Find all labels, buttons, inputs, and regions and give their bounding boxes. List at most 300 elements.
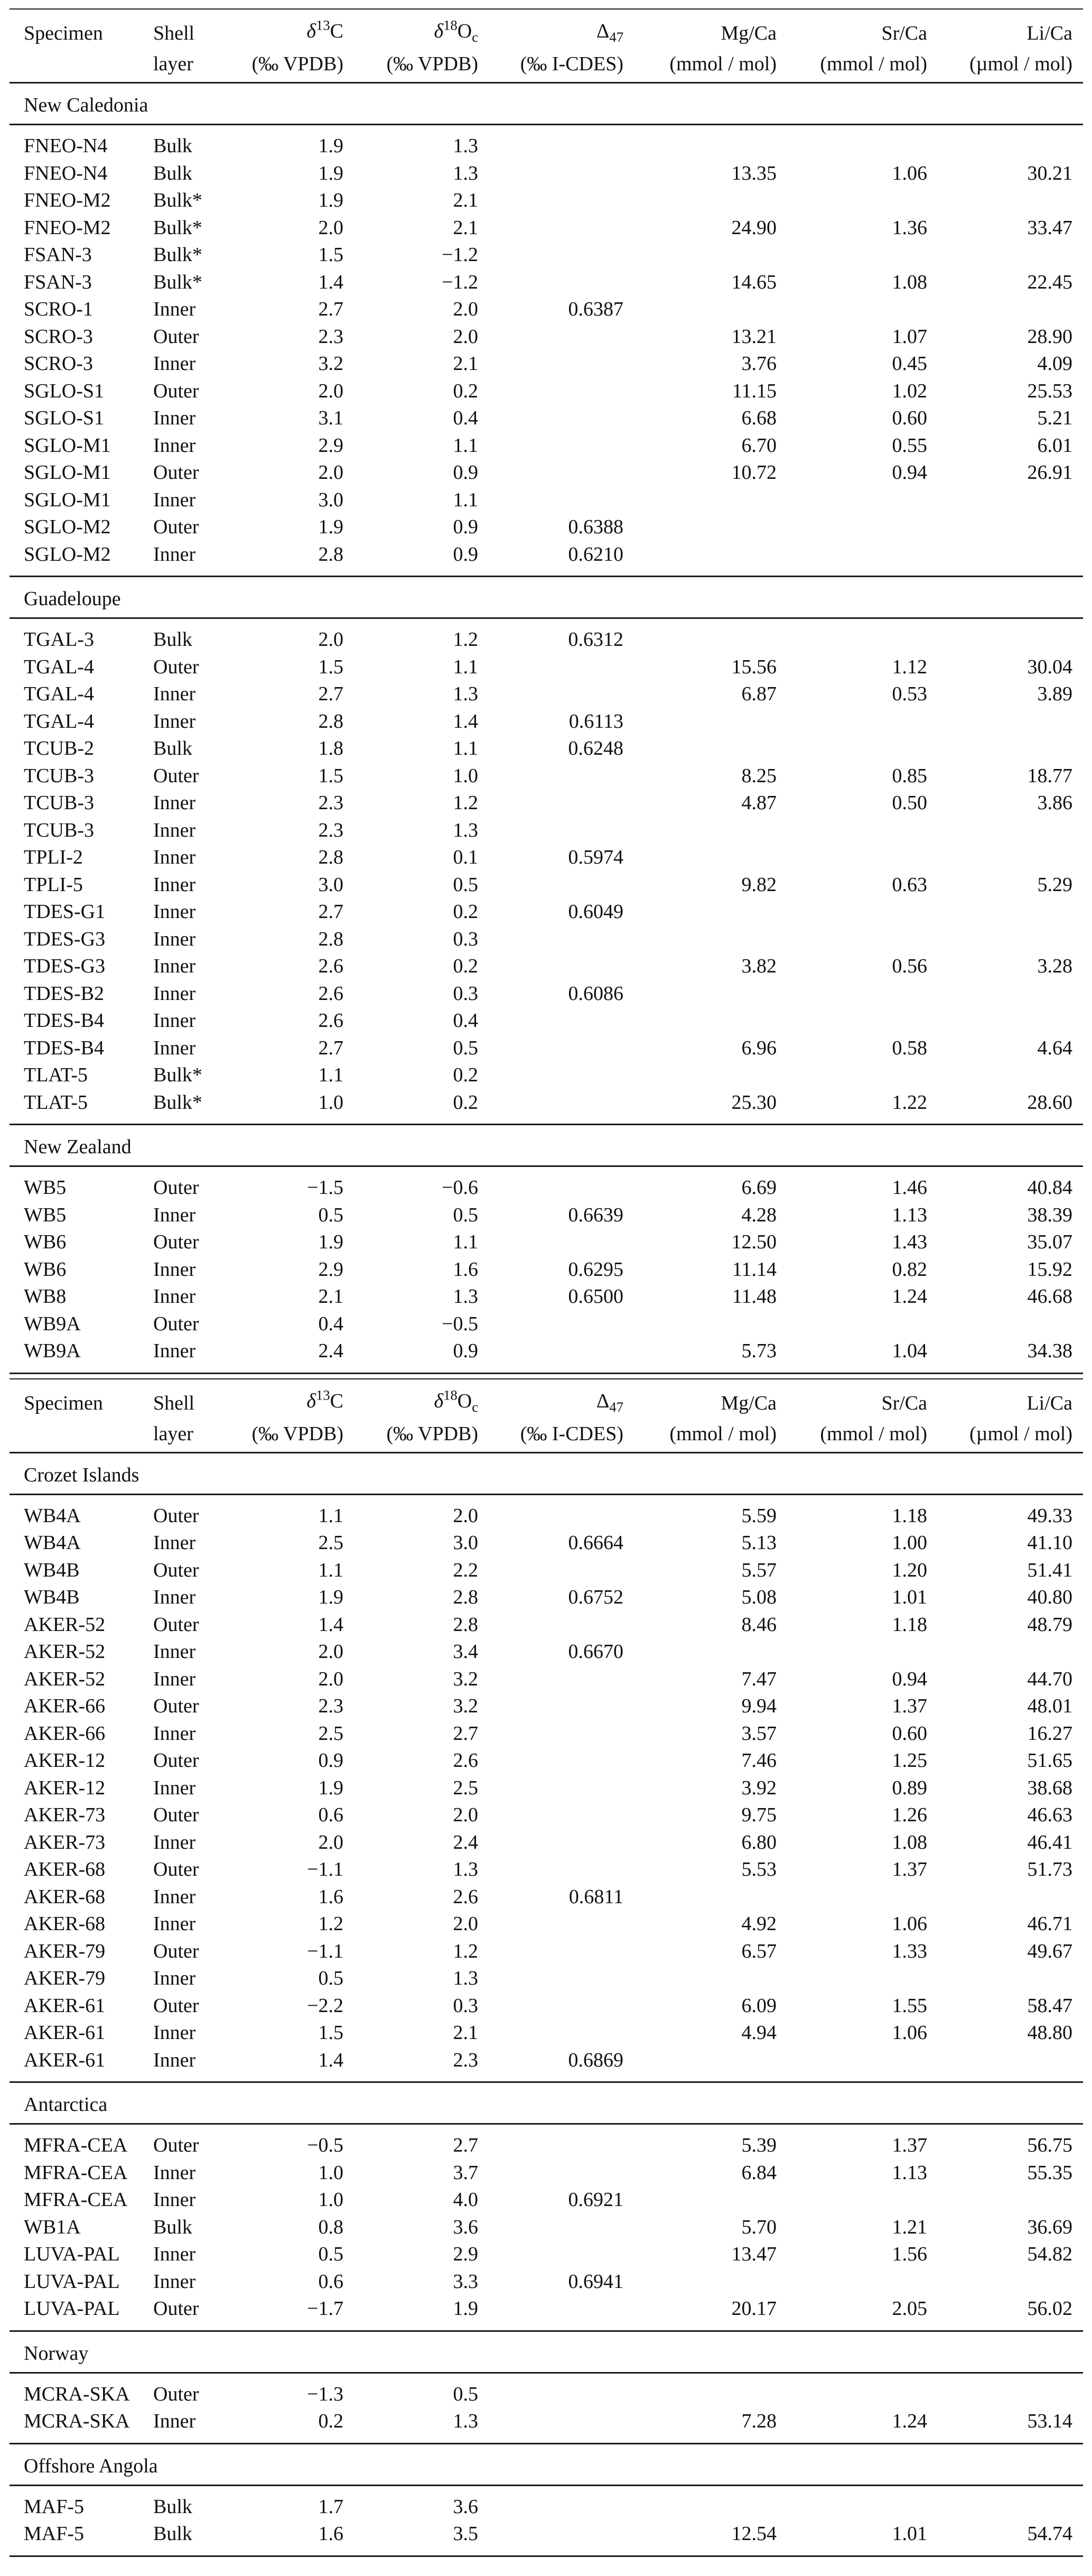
cell-li-ca: 30.04 [1027, 655, 1072, 678]
cell-d47: 0.6248 [568, 737, 623, 759]
cell-d13c: 1.6 [318, 2523, 343, 2545]
header-d13c [306, 1388, 343, 1414]
cell-d47: 0.6387 [568, 298, 623, 320]
cell-li-ca: 4.64 [1037, 1036, 1072, 1059]
table-row [10, 654, 1083, 681]
cell-sr-ca: 1.21 [892, 2216, 927, 2238]
cell-d18o: 0.2 [453, 1091, 478, 1114]
cell-d13c: 1.5 [318, 2022, 343, 2044]
cell-d13c: 3.0 [318, 488, 343, 511]
cell-sr-ca: 1.46 [892, 1176, 927, 1199]
table-row [10, 1856, 1083, 1884]
cell-li-ca: 26.91 [1027, 461, 1072, 484]
cell-d18o: 0.3 [453, 982, 478, 1005]
cell-mg-ca: 9.94 [741, 1695, 777, 1717]
cell-specimen: WB5 [24, 1176, 67, 1199]
cell-shell-layer: Outer [153, 461, 199, 484]
header-d13c-unit [252, 1421, 344, 1447]
cell-specimen: FNEO-N4 [24, 162, 108, 184]
table-header [10, 10, 1083, 82]
cell-mg-ca: 7.47 [741, 1667, 777, 1690]
cell-shell-layer: Outer [153, 1231, 199, 1253]
header-superscript: 13 [316, 1386, 330, 1403]
cell-d18o: 3.4 [453, 1641, 478, 1663]
cell-li-ca: 51.41 [1027, 1559, 1072, 1581]
cell-li-ca: 58.47 [1027, 1994, 1072, 2017]
cell-sr-ca: 1.56 [892, 2243, 927, 2265]
cell-d13c: 2.8 [318, 543, 343, 566]
table-row [10, 1884, 1083, 1911]
header-d13c-unit [252, 51, 344, 77]
header-shell [153, 1391, 194, 1416]
cell-mg-ca: 14.65 [731, 271, 777, 293]
table-row [10, 926, 1083, 953]
cell-d13c: 0.9 [318, 1749, 343, 1772]
header-label: Sr/Ca [881, 1392, 927, 1414]
cell-specimen: LUVA-PAL [24, 2297, 120, 2320]
table-rule [10, 1373, 1083, 1374]
cell-li-ca: 40.84 [1027, 1176, 1072, 1199]
cell-shell-layer: Inner [153, 353, 196, 375]
header-subscript: c [472, 1398, 478, 1415]
cell-shell-layer: Inner [153, 792, 196, 814]
header-label: Li/Ca [1026, 22, 1072, 44]
cell-shell-layer: Inner [153, 1340, 196, 1362]
cell-d18o: 1.0 [453, 764, 478, 787]
cell-specimen: FNEO-M2 [24, 216, 111, 239]
table-rule [10, 2372, 1083, 2374]
cell-mg-ca: 13.35 [731, 162, 777, 184]
cell-specimen: SGLO-M2 [24, 543, 111, 566]
cell-shell-layer: Inner [153, 683, 196, 705]
cell-specimen: WB4A [24, 1504, 81, 1527]
cell-mg-ca: 8.25 [741, 764, 777, 787]
cell-d18o: 0.5 [453, 1036, 478, 1059]
cell-specimen: WB4A [24, 1532, 81, 1554]
cell-d18o: 1.2 [453, 1940, 478, 1962]
table-row [10, 2019, 1083, 2047]
header-shell-layer [153, 1421, 193, 1447]
cell-mg-ca: 13.21 [731, 325, 777, 348]
cell-d13c: 2.8 [318, 846, 343, 868]
table-row [10, 432, 1083, 460]
cell-d13c: 1.8 [318, 737, 343, 759]
cell-d18o: 1.2 [453, 628, 478, 651]
cell-d13c: 2.5 [318, 1532, 343, 1554]
cell-d47: 0.6500 [568, 1285, 623, 1308]
cell-shell-layer: Inner [153, 873, 196, 896]
cell-d18o: 2.6 [453, 1885, 478, 1908]
header-symbol: δ [434, 1389, 444, 1412]
header-srca [881, 21, 927, 47]
cell-specimen: TCUB-3 [24, 792, 94, 814]
group-label: Crozet Islands [24, 1463, 139, 1486]
cell-d18o: 2.4 [453, 1831, 478, 1854]
table-row [10, 160, 1083, 188]
cell-mg-ca: 3.92 [741, 1776, 777, 1799]
cell-sr-ca: 1.25 [892, 1749, 927, 1772]
cell-li-ca: 3.86 [1037, 792, 1072, 814]
cell-d18o: 3.7 [453, 2161, 478, 2184]
cell-d18o: 2.7 [453, 1722, 478, 1745]
cell-d18o: 1.1 [453, 1231, 478, 1253]
cell-d18o: 3.3 [453, 2270, 478, 2293]
cell-specimen: AKER-12 [24, 1749, 106, 1772]
cell-specimen: TLAT-5 [24, 1064, 88, 1086]
cell-sr-ca: 1.01 [892, 1586, 927, 1608]
header-d18o-unit [387, 1421, 479, 1447]
cell-d13c: 1.6 [318, 1885, 343, 1908]
cell-d18o: 0.2 [453, 379, 478, 402]
table-rule [10, 2123, 1083, 2125]
cell-shell-layer: Bulk [153, 737, 192, 759]
cell-specimen: SGLO-M1 [24, 434, 111, 457]
table-row [10, 817, 1083, 845]
cell-shell-layer: Inner [153, 2022, 196, 2044]
cell-d13c: 1.9 [318, 135, 343, 157]
header-subscript: c [472, 29, 478, 45]
header-d47-unit [520, 51, 623, 77]
table-row [10, 1503, 1083, 1530]
cell-sr-ca: 0.89 [892, 1776, 927, 1799]
cell-shell-layer: Bulk [153, 628, 192, 651]
cell-shell-layer: Bulk [153, 162, 192, 184]
cell-d47: 0.6921 [568, 2189, 623, 2211]
table-row [10, 1202, 1083, 1229]
table-row [10, 2521, 1083, 2548]
cell-specimen: TGAL-4 [24, 683, 94, 705]
group-label: New Caledonia [24, 94, 148, 116]
cell-d13c: 0.5 [318, 2243, 343, 2265]
cell-li-ca: 34.38 [1027, 1340, 1072, 1362]
cell-d13c: 1.5 [318, 655, 343, 678]
cell-mg-ca: 7.46 [741, 1749, 777, 1772]
table-row [10, 541, 1083, 569]
header-d18o [434, 18, 478, 44]
table-row [10, 1311, 1083, 1338]
cell-d13c: 1.5 [318, 764, 343, 787]
cell-li-ca: 49.33 [1027, 1504, 1072, 1527]
cell-li-ca: 28.60 [1027, 1091, 1072, 1114]
cell-specimen: TDES-G3 [24, 955, 106, 977]
cell-li-ca: 38.39 [1027, 1203, 1072, 1226]
table-row [10, 405, 1083, 432]
cell-specimen: FNEO-N4 [24, 135, 108, 157]
cell-d18o: 2.5 [453, 1776, 478, 1799]
header-label: Mg/Ca [721, 1392, 777, 1414]
header-unit: (‰ VPDB) [251, 1422, 343, 1445]
cell-d47: 0.6639 [568, 1203, 623, 1226]
cell-mg-ca: 11.15 [732, 379, 777, 402]
cell-specimen: LUVA-PAL [24, 2270, 120, 2293]
cell-shell-layer: Outer [153, 1176, 199, 1199]
cell-sr-ca: 1.24 [892, 1285, 927, 1308]
table-row [10, 1775, 1083, 1802]
cell-d18o: 1.3 [453, 1967, 478, 1989]
header-d47 [596, 18, 623, 44]
cell-shell-layer: Inner [153, 2243, 196, 2265]
cell-specimen: TCUB-3 [24, 764, 94, 787]
cell-d13c: 1.0 [318, 2189, 343, 2211]
cell-mg-ca: 10.72 [731, 461, 777, 484]
cell-d13c: 0.4 [318, 1312, 343, 1335]
cell-sr-ca: 1.55 [892, 1994, 927, 2017]
table-row [10, 2186, 1083, 2214]
cell-d47: 0.6752 [568, 1586, 623, 1608]
cell-mg-ca: 5.53 [741, 1858, 777, 1880]
cell-mg-ca: 5.73 [741, 1340, 777, 1362]
cell-d13c: 2.5 [318, 1722, 343, 1745]
table-row [10, 242, 1083, 269]
cell-shell-layer: Inner [153, 2161, 196, 2184]
cell-d13c: 2.4 [318, 1340, 343, 1362]
table-row [10, 1720, 1083, 1748]
cell-d18o: 2.9 [453, 2243, 478, 2265]
cell-sr-ca: 0.56 [892, 955, 927, 977]
cell-d13c: 2.0 [318, 216, 343, 239]
cell-shell-layer: Outer [153, 1940, 199, 1962]
header-unit: (mmol / mol) [820, 53, 927, 75]
cell-d47: 0.6049 [568, 901, 623, 923]
cell-d18o: 2.6 [453, 1749, 478, 1772]
table-header [10, 1380, 1083, 1452]
group-label: Norway [24, 2342, 89, 2365]
cell-d13c: 1.0 [318, 2161, 343, 2184]
table-row [10, 681, 1083, 708]
cell-sr-ca: 0.58 [892, 1036, 927, 1059]
cell-d18o: 3.6 [453, 2495, 478, 2518]
cell-shell-layer: Inner [153, 1885, 196, 1908]
header-lica-unit [969, 1421, 1072, 1447]
header-unit: (‰ VPDB) [386, 1422, 478, 1445]
cell-li-ca: 49.67 [1027, 1940, 1072, 1962]
cell-d18o: 3.5 [453, 2523, 478, 2545]
cell-specimen: WB4B [24, 1559, 80, 1581]
cell-li-ca: 28.90 [1027, 325, 1072, 348]
cell-specimen: MAF-5 [24, 2495, 85, 2518]
cell-d13c: 3.2 [318, 353, 343, 375]
header-unit: (‰ VPDB) [251, 53, 343, 75]
header-label: Shell [153, 22, 195, 44]
header-label: Specimen [24, 22, 103, 44]
table-row [10, 2295, 1083, 2323]
cell-li-ca: 33.47 [1027, 216, 1072, 239]
cell-d18o: 1.3 [453, 135, 478, 157]
cell-shell-layer: Outer [153, 1613, 199, 1636]
table-row [10, 1938, 1083, 1966]
cell-shell-layer: Outer [153, 1858, 199, 1880]
cell-d13c: 0.2 [318, 2410, 343, 2432]
table-row [10, 2494, 1083, 2521]
cell-d18o: 2.0 [453, 298, 478, 320]
cell-mg-ca: 9.82 [741, 873, 777, 896]
cell-d47: 0.6869 [568, 2049, 623, 2071]
cell-sr-ca: 0.50 [892, 792, 927, 814]
cell-sr-ca: 1.18 [892, 1504, 927, 1527]
cell-d13c: 0.6 [318, 1804, 343, 1826]
cell-d13c: 1.7 [318, 2495, 343, 2518]
cell-shell-layer: Inner [153, 1776, 196, 1799]
table-rule [10, 2485, 1083, 2486]
cell-mg-ca: 6.80 [741, 1831, 777, 1854]
cell-sr-ca: 0.53 [892, 683, 927, 705]
cell-d18o: 2.0 [453, 1504, 478, 1527]
table-row [10, 2160, 1083, 2187]
cell-d18o: 1.2 [453, 792, 478, 814]
cell-specimen: MAF-5 [24, 2523, 85, 2545]
table-row [10, 1229, 1083, 1256]
header-mgca-unit [669, 51, 777, 77]
cell-sr-ca: 0.94 [892, 461, 927, 484]
cell-d18o: −0.5 [442, 1312, 478, 1335]
cell-specimen: MFRA-CEA [24, 2134, 128, 2156]
cell-d18o: 0.5 [453, 2383, 478, 2405]
cell-li-ca: 35.07 [1027, 1231, 1072, 1253]
table-row [10, 1802, 1083, 1829]
cell-d18o: 4.0 [453, 2189, 478, 2211]
cell-shell-layer: Outer [153, 1559, 199, 1581]
cell-sr-ca: 0.60 [892, 407, 927, 429]
header-unit: (‰ I-CDES) [520, 53, 623, 75]
cell-sr-ca: 1.06 [892, 162, 927, 184]
cell-mg-ca: 8.46 [741, 1613, 777, 1636]
cell-specimen: WB9A [24, 1312, 81, 1335]
header-specimen [24, 1391, 103, 1416]
header-superscript: 13 [316, 17, 330, 33]
cell-shell-layer: Inner [153, 1203, 196, 1226]
header-lica-unit [969, 51, 1072, 77]
cell-li-ca: 25.53 [1027, 379, 1072, 402]
header-shell [153, 21, 194, 47]
cell-mg-ca: 24.90 [731, 216, 777, 239]
cell-shell-layer: Bulk* [153, 244, 202, 266]
cell-shell-layer: Inner [153, 2270, 196, 2293]
header-mgca [721, 1391, 777, 1416]
table-row [10, 1338, 1083, 1365]
cell-d47: 0.5974 [568, 846, 623, 868]
cell-shell-layer: Inner [153, 901, 196, 923]
cell-d18o: 0.2 [453, 955, 478, 977]
cell-d13c: 2.8 [318, 928, 343, 950]
cell-mg-ca: 11.48 [732, 1285, 777, 1308]
cell-mg-ca: 6.69 [741, 1176, 777, 1199]
cell-d13c: 2.7 [318, 298, 343, 320]
cell-specimen: AKER-68 [24, 1858, 106, 1880]
cell-shell-layer: Inner [153, 710, 196, 733]
cell-mg-ca: 15.56 [731, 655, 777, 678]
header-unit: (mmol / mol) [669, 1422, 777, 1445]
cell-d13c: 1.9 [318, 162, 343, 184]
cell-specimen: FNEO-M2 [24, 189, 111, 211]
table-row [10, 1611, 1083, 1639]
cell-shell-layer: Inner [153, 1967, 196, 1989]
table-row [10, 1557, 1083, 1584]
table-row [10, 2381, 1083, 2408]
cell-specimen: AKER-68 [24, 1885, 106, 1908]
cell-specimen: SGLO-S1 [24, 407, 105, 429]
table-row [10, 133, 1083, 160]
cell-li-ca: 30.21 [1027, 162, 1072, 184]
cell-d13c: 1.1 [318, 1559, 343, 1581]
cell-shell-layer: Outer [153, 1695, 199, 1717]
cell-d18o: −1.2 [442, 271, 478, 293]
cell-mg-ca: 20.17 [731, 2297, 777, 2320]
cell-specimen: AKER-73 [24, 1804, 106, 1826]
cell-li-ca: 38.68 [1027, 1776, 1072, 1799]
cell-shell-layer: Outer [153, 1994, 199, 2017]
table-row [10, 296, 1083, 323]
cell-sr-ca: 1.37 [892, 1695, 927, 1717]
cell-shell-layer: Bulk [153, 135, 192, 157]
cell-d13c: 1.9 [318, 1231, 343, 1253]
cell-shell-layer: Inner [153, 1641, 196, 1663]
header-label: Mg/Ca [721, 22, 777, 44]
cell-shell-layer: Outer [153, 1749, 199, 1772]
cell-shell-layer: Inner [153, 1913, 196, 1935]
table-row [10, 1693, 1083, 1720]
cell-mg-ca: 6.68 [741, 407, 777, 429]
cell-sr-ca: 1.18 [892, 1613, 927, 1636]
cell-d47: 0.6941 [568, 2270, 623, 2293]
cell-li-ca: 22.45 [1027, 271, 1072, 293]
cell-shell-layer: Outer [153, 1312, 199, 1335]
cell-shell-layer: Outer [153, 764, 199, 787]
header-symbol: δ [434, 20, 444, 42]
group-label-row [10, 2083, 1083, 2123]
cell-shell-layer: Inner [153, 488, 196, 511]
cell-specimen: TGAL-4 [24, 655, 94, 678]
cell-d13c: 2.9 [318, 1258, 343, 1281]
cell-d13c: 1.5 [318, 244, 343, 266]
cell-shell-layer: Inner [153, 298, 196, 320]
cell-specimen: TCUB-2 [24, 737, 94, 759]
table-row [10, 790, 1083, 817]
cell-specimen: TCUB-3 [24, 819, 94, 841]
cell-specimen: SCRO-3 [24, 353, 93, 375]
cell-shell-layer: Inner [153, 2189, 196, 2211]
cell-specimen: TLAT-5 [24, 1091, 88, 1114]
cell-sr-ca: 1.01 [892, 2523, 927, 2545]
cell-specimen: TPLI-2 [24, 846, 83, 868]
cell-specimen: TDES-B4 [24, 1036, 104, 1059]
cell-shell-layer: Inner [153, 543, 196, 566]
header-unit: (mmol / mol) [820, 1422, 927, 1445]
header-unit: (‰ I-CDES) [520, 1422, 623, 1445]
cell-sr-ca: 1.06 [892, 2022, 927, 2044]
cell-specimen: FSAN-3 [24, 271, 92, 293]
cell-d18o: 1.1 [453, 434, 478, 457]
cell-d18o: 0.2 [453, 901, 478, 923]
cell-mg-ca: 5.70 [741, 2216, 777, 2238]
cell-shell-layer: Inner [153, 407, 196, 429]
cell-d18o: 1.3 [453, 819, 478, 841]
header-label: O [457, 20, 472, 42]
cell-mg-ca: 4.92 [741, 1913, 777, 1935]
header-label: Li/Ca [1026, 1392, 1072, 1414]
table-row [10, 1747, 1083, 1775]
header-lica [1026, 21, 1072, 47]
table-row [10, 2268, 1083, 2296]
cell-li-ca: 46.68 [1027, 1285, 1072, 1308]
cell-shell-layer: Bulk [153, 2495, 192, 2518]
cell-d13c: 0.6 [318, 2270, 343, 2293]
table-row [10, 872, 1083, 899]
cell-shell-layer: Bulk* [153, 1091, 202, 1114]
cell-sr-ca: 0.45 [892, 353, 927, 375]
cell-specimen: WB6 [24, 1231, 67, 1253]
cell-specimen: AKER-61 [24, 2049, 106, 2071]
table-row [10, 1993, 1083, 2020]
